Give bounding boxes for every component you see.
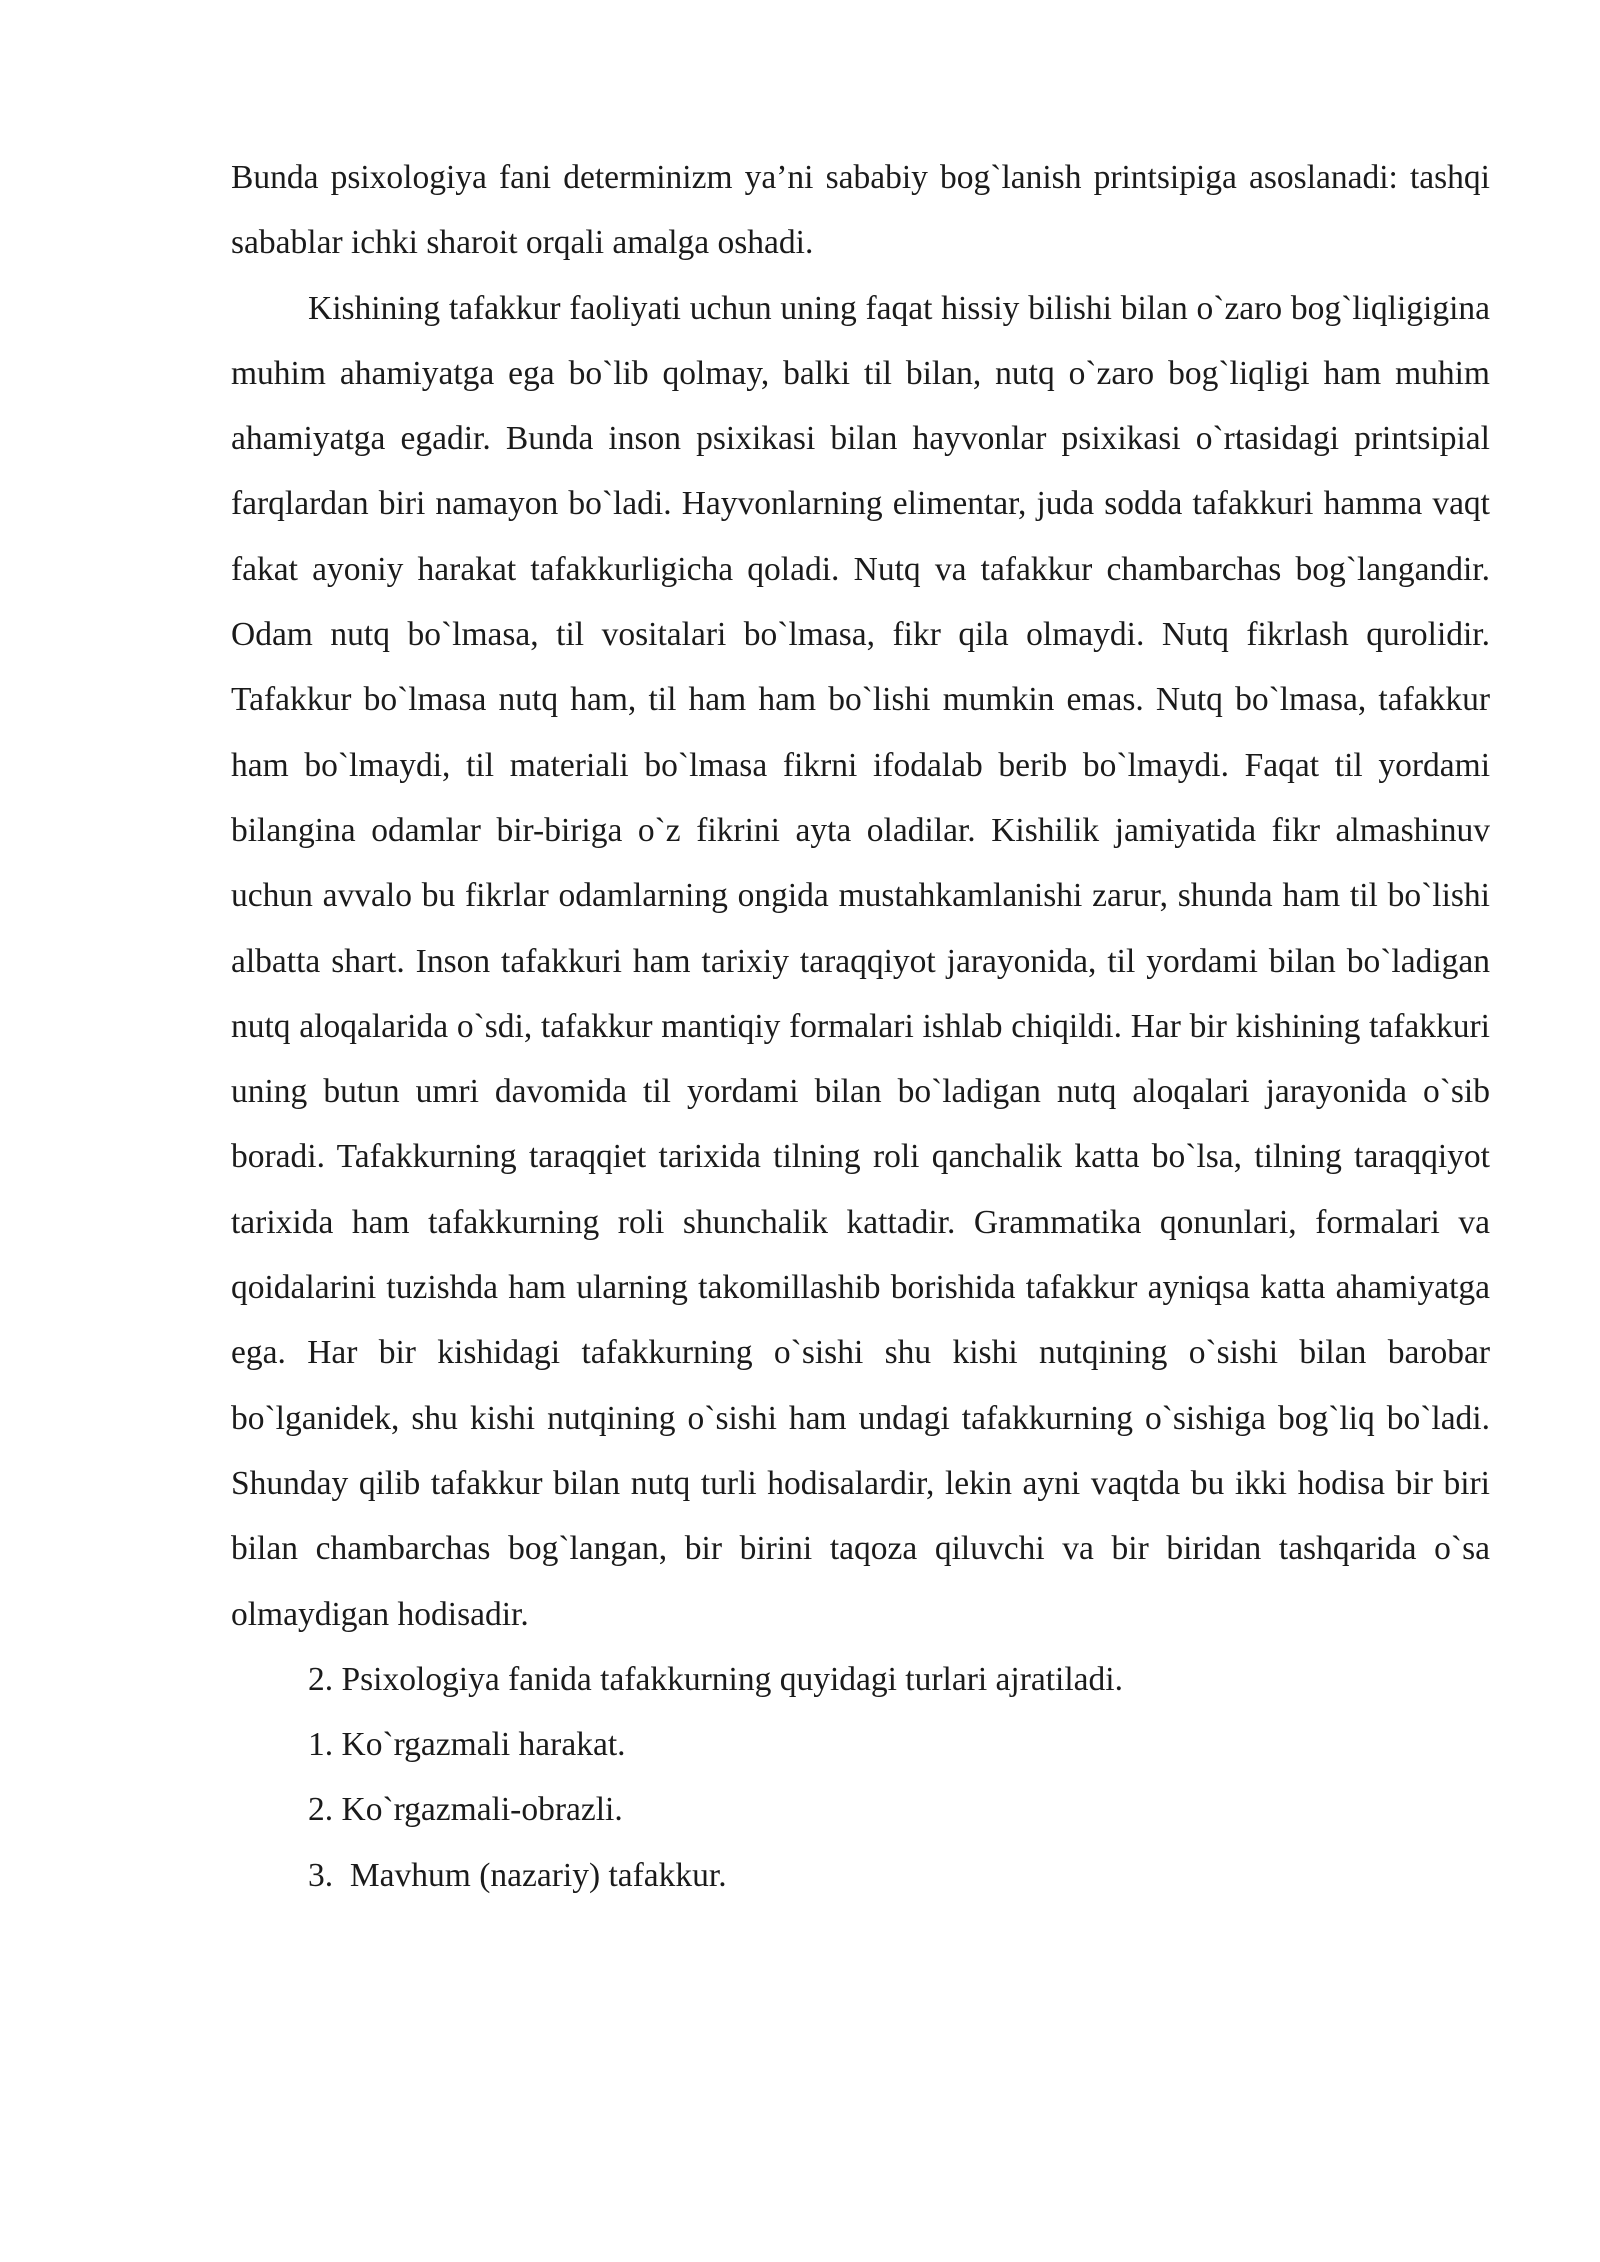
paragraph-thinking-and-speech: Kishining tafakkur faoliyati uchun uning faqat hissiy bilishi bilan o`zaro bog`liqligigina muhim ahamiyatga ega bo`lib qolmay, balki til bilan, nutq o`zaro bog`liqligi ham muhim ahamiyatga egadir. Bunda inson psixikasi bilan hayvonlar psixikasi o`rtasidagi printsipial farqlardan biri namayon bo`ladi. Hayvonlarning elimentar, juda sodda tafakkuri hamma vaqt fakat ayoniy harakat tafakkurligicha qoladi. Nutq va tafakkur chambarchas bog`langandir. Odam nutq bo`lmasa, til vositalari bo`lmasa, fikr qila olmaydi. Nutq fikrlash qurolidir. Tafakkur bo`lmasa nutq ham, til ham ham bo`lishi mumkin emas. Nutq bo`lmasa, tafakkur ham bo`lmaydi, til materiali bo`lmasa fikrni ifodalab berib bo`lmaydi. Faqat til yordami bilangina odamlar bir-biriga o`z fikrini ayta oladilar. Kishilik jamiyatida fikr almashinuv uchun avvalo bu fikrlar odamlarning ongida mustahkamlanishi zarur, shunda ham til bo`lishi albatta shart. Inson tafakkuri ham tarixiy taraqqiyot jarayonida, til yordami bilan bo`ladigan nutq aloqalarida o`sdi, tafakkur mantiqiy formalari ishlab chiqildi. Har bir kishining tafakkuri uning butun umri davomida til yordami bilan bo`ladigan nutq aloqalari jarayonida o`sib boradi. Tafakkurning taraqqiet tarixida tilning roli qanchalik katta bo`lsa, tilning taraqqiyot tarixida ham tafakkurning roli shunchalik kattadir. Grammatika qonunlari, formalari va qoidalarini tuzishda ham ularning takomillashib borishida tafakkur ayniqsa katta ahamiyatga ega. Har bir kishidagi tafakkurning o`sishi shu kishi nutqining o`sishi bilan barobar bo`lganidek, shu kishi nutqining o`sishi ham undagi tafakkurning o`sishiga bog`liq bo`ladi. Shunday qilib tafakkur bilan nutq turli hodisalardir, lekin ayni vaqtda bu ikki hodisa bir biri bilan chambarchas bog`langan, bir birini taqoza qiluvchi va bir biridan tashqarida o`sa olmaydigan hodisadir. bbox=[231, 289, 1490, 1633]
list-item-visual-figurative: 2. Ko`rgazmali-obrazli. bbox=[308, 1791, 623, 1829]
list-intro: 2. Psixologiya fanida tafakkurning quyidagi turlari ajratiladi. bbox=[308, 1660, 1123, 1698]
list-item-abstract-thinking: 3. Mavhum (nazariy) tafakkur. bbox=[308, 1856, 727, 1894]
paragraph-determinism: Bunda psixologiya fani determinizm ya’ni sababiy bog`lanish printsipiga asoslanadi: tashqi sabablar ichki sharoit orqali amalga oshadi. bbox=[231, 159, 1490, 262]
list-item-visual-action: 1. Ko`rgazmali harakat. bbox=[308, 1726, 626, 1764]
